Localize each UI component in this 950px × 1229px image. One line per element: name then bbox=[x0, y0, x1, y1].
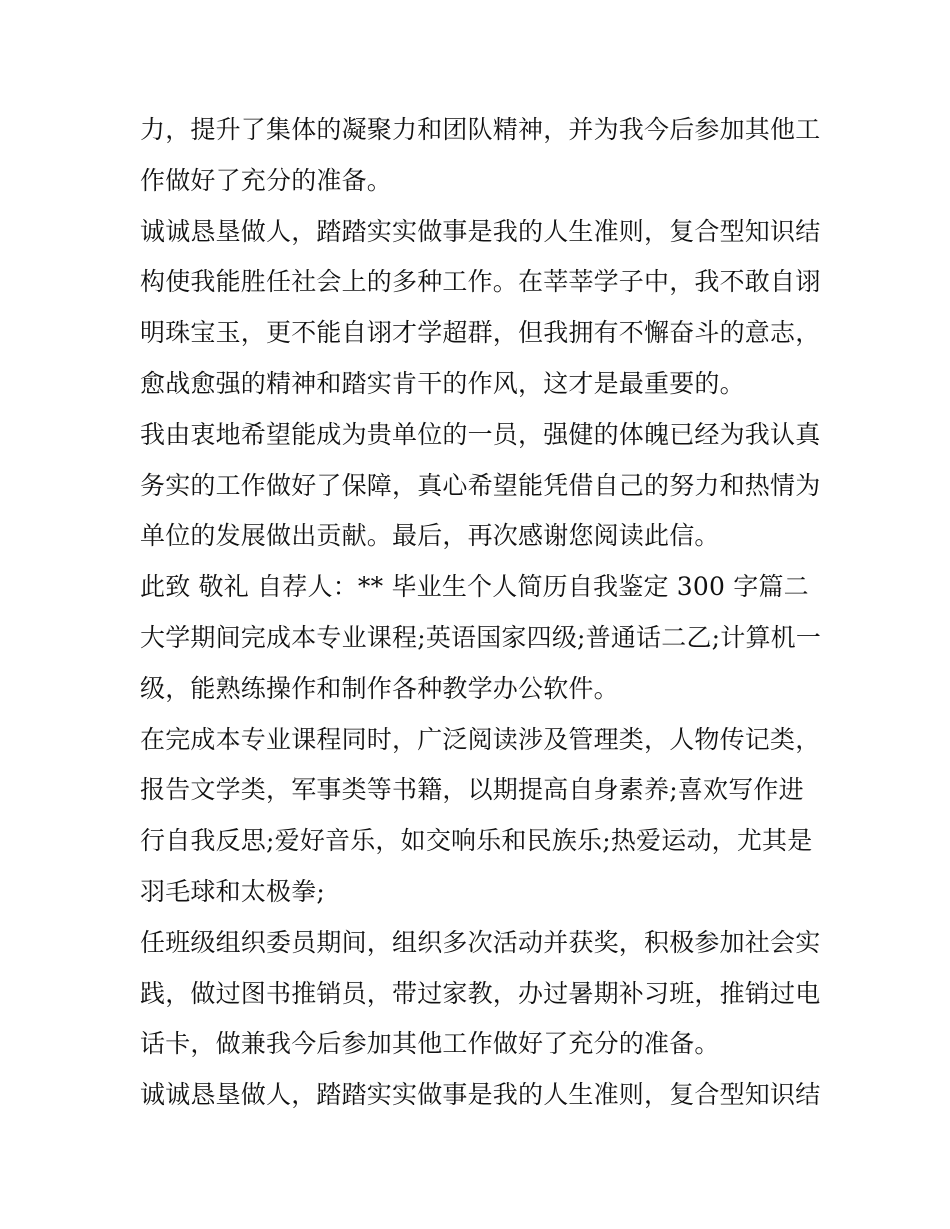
text-line: 级，能熟练操作和制作各种教学办公软件。 bbox=[140, 673, 619, 703]
text-line: 单位的发展做出贡献。最后，再次感谢您阅读此信。 bbox=[140, 521, 720, 551]
text-line: 诚诚恳垦做人，踏踏实实做事是我的人生准则，复合型知识结 bbox=[140, 1080, 821, 1110]
text-line: 诚诚恳垦做人，踏踏实实做事是我的人生准则，复合型知识结 bbox=[140, 216, 821, 246]
text-line: 构使我能胜任社会上的多种工作。在莘莘学子中，我不敢自诩 bbox=[140, 267, 821, 297]
text-line: 任班级组织委员期间，组织多次活动并获奖，积极参加社会实 bbox=[140, 927, 821, 957]
document-body bbox=[140, 105, 820, 1121]
text-line: 此致 敬礼 自荐人：** 毕业生个人简历自我鉴定 300 字篇二 bbox=[140, 572, 809, 602]
text-line: 大学期间完成本专业课程;英语国家四级;普通话二乙;计算机一 bbox=[140, 622, 822, 652]
text-line: 在完成本专业课程同时，广泛阅读涉及管理类，人物传记类， bbox=[140, 724, 821, 754]
text-line: 务实的工作做好了保障，真心希望能凭借自己的努力和热情为 bbox=[140, 470, 821, 500]
text-line: 践，做过图书推销员，带过家教，办过暑期补习班，推销过电 bbox=[140, 978, 821, 1008]
text-line: 愈战愈强的精神和踏实肯干的作风，这才是最重要的。 bbox=[140, 368, 745, 398]
text-line: 明珠宝玉，更不能自诩才学超群，但我拥有不懈奋斗的意志， bbox=[140, 318, 821, 348]
text-line: 我由衷地希望能成为贵单位的一员，强健的体魄已经为我认真 bbox=[140, 419, 821, 449]
text-line: 羽毛球和太极拳; bbox=[140, 876, 326, 906]
text-line: 行自我反思;爱好音乐，如交响乐和民族乐;热爱运动，尤其是 bbox=[140, 826, 813, 856]
text-line: 力，提升了集体的凝聚力和团队精神，并为我今后参加其他工 bbox=[140, 115, 821, 144]
text-line: 话卡，做兼我今后参加其他工作做好了充分的准备。 bbox=[140, 1029, 720, 1059]
text-line: 报告文学类，军事类等书籍，以期提高自身素养;喜欢写作进 bbox=[140, 775, 804, 805]
text-line: 作做好了充分的准备。 bbox=[140, 165, 393, 195]
